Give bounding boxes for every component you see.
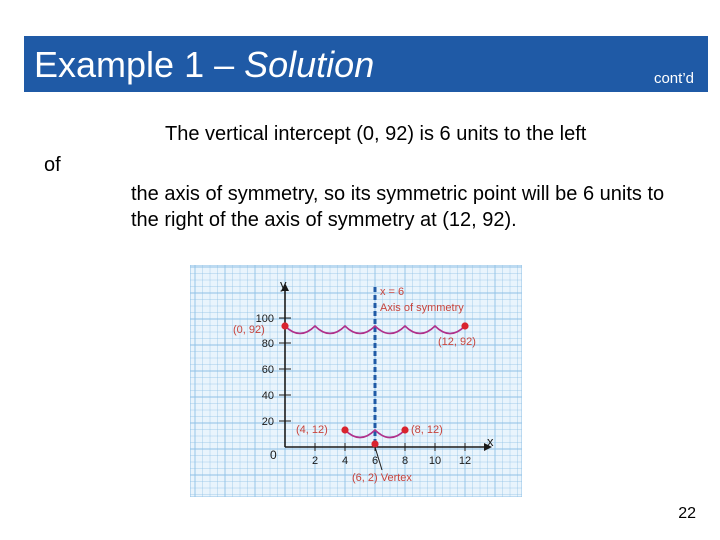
x-tick-label: 12 <box>458 455 472 467</box>
x-tick-label: 4 <box>341 455 349 467</box>
point-8-12 <box>401 426 408 433</box>
x-tick-label: 6 <box>371 455 379 467</box>
slide-title: Example 1 – Solution <box>34 44 375 85</box>
symmetry-label: Axis of symmetry <box>380 302 464 314</box>
parabola-graph <box>190 265 522 497</box>
body-paragraph: the axis of symmetry, so its symmetric point will be 6 units to the right of the axis of symmetry at (12, 92). <box>131 183 665 231</box>
y-tick-label: 40 <box>261 390 274 402</box>
label-12-92: (12, 92) <box>438 336 476 348</box>
continued-label: cont’d <box>653 70 694 87</box>
body-text-of: of <box>44 154 61 176</box>
label-4-12: (4, 12) <box>296 424 328 436</box>
x-axis-label: x <box>487 434 494 449</box>
point-4-12 <box>341 426 348 433</box>
y-tick-label: 20 <box>261 416 274 428</box>
point-12-92 <box>461 322 468 329</box>
label-vertex: (6, 2) Vertex <box>352 472 412 484</box>
x-tick-label: 8 <box>401 455 409 467</box>
y-tick-label: 80 <box>261 338 274 350</box>
origin-label: 0 <box>270 448 277 462</box>
y-axis-label: y <box>280 277 287 292</box>
label-0-92: (0, 92) <box>233 324 265 336</box>
y-tick-label: 100 <box>255 313 274 325</box>
symmetry-equation: x = 6 <box>380 286 405 298</box>
page-number: 22 <box>678 505 696 522</box>
y-tick-label: 60 <box>261 364 274 376</box>
body-text-line1: The vertical intercept (0, 92) is 6 units to the left <box>165 123 587 145</box>
vertex-point <box>371 440 378 447</box>
x-tick-label: 2 <box>311 455 319 467</box>
point-0-92 <box>281 322 288 329</box>
x-tick-label: 10 <box>428 455 442 467</box>
label-8-12: (8, 12) <box>411 424 443 436</box>
title-bar <box>24 36 708 92</box>
